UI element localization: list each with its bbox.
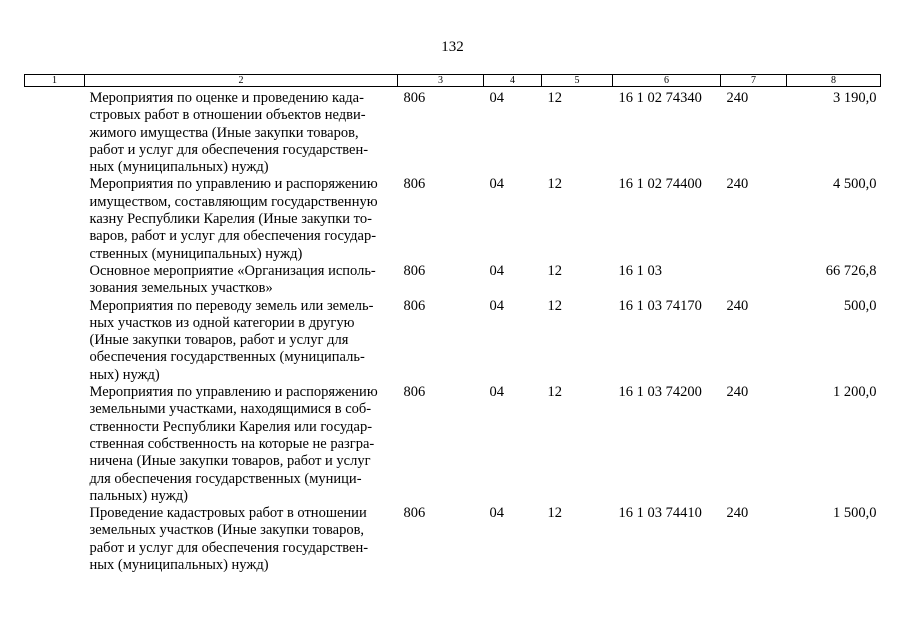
amount-cell: 1 200,0 [833,384,877,401]
row-index-cell [25,87,85,177]
amount-cell: 66 726,8 [825,262,877,279]
expense-name-line: Основное мероприятие «Организация исполь- [89,262,376,279]
subsection-code-cell: 12 [547,505,562,522]
ministry-code-cell: 806 [403,90,426,106]
row-index-cell [25,176,85,262]
expense-name-line: (Иные закупки товаров, работ и услуг для [89,332,349,349]
amount-cell: 500,0 [843,297,877,314]
subsection-code-cell: 12 [547,90,562,106]
expense-name-line: пальных) нужд) [89,487,188,504]
table-row [25,505,881,574]
expense-name-line: Проведение кадастровых работ в отношении [89,505,367,522]
target-article-cell: 16 1 03 74410 [618,505,702,522]
expense-name-cell [85,176,398,262]
table-row [25,87,881,177]
ministry-code-cell: 806 [403,262,426,279]
expense-type-cell: 240 [726,384,749,401]
expense-name-line: земельными участками, находящимися в соб- [89,401,372,418]
column-header-2: 2 [85,75,398,87]
expense-name-cell [85,87,398,177]
expense-type-cell [721,263,787,298]
expense-name-line: Мероприятия по переводу земель или земель- [89,297,374,314]
expense-name-line: ственных (муниципальных) нужд) [89,245,303,262]
ministry-code-cell: 806 [403,176,426,193]
budget-table [24,74,881,574]
subsection-code-cell: 12 [547,262,562,279]
amount-cell: 4 500,0 [833,176,877,193]
expense-name-line: варов, работ и услуг для обеспечения государ- [89,228,377,245]
expense-name-line: работ и услуг для обеспечения государствен- [89,539,369,556]
table-row [25,263,881,298]
expense-name-line: ных (муниципальных) нужд) [89,159,269,176]
column-header-6: 6 [613,75,721,87]
section-code-cell: 04 [489,297,504,314]
section-code-cell: 04 [489,90,504,106]
section-code-cell: 04 [489,176,504,193]
column-header-1: 1 [25,75,85,87]
expense-type-cell: 240 [726,176,749,193]
amount-cell: 3 190,0 [833,90,877,106]
expense-name-line: стровых работ в отношении объектов недви- [89,107,366,124]
target-article-cell: 16 1 03 74200 [618,384,702,401]
row-index-cell [25,505,85,574]
expense-name-line: зования земельных участков» [89,280,273,297]
column-header-5: 5 [542,75,613,87]
page-number: 132 [441,39,464,55]
table-row [25,384,881,505]
subsection-code-cell: 12 [547,384,562,401]
expense-name-line: казну Республики Карелия (Иные закупки то- [89,211,372,228]
expense-name-line: ных (муниципальных) нужд) [89,557,269,574]
target-article-cell: 16 1 03 [618,262,662,279]
expense-name-line: ственности Республики Карелия или государ- [89,418,373,435]
table-header [25,75,881,87]
column-header-8: 8 [787,75,881,87]
row-index-cell [25,384,85,505]
column-header-4: 4 [484,75,542,87]
expense-name-line: жимого имущества (Иные закупки товаров, [89,124,359,141]
ministry-code-cell: 806 [403,297,426,314]
amount-cell: 1 500,0 [833,505,877,522]
expense-name-line: обеспечения государственных (муниципаль- [89,349,365,366]
expense-name-line: ственная собственность на которые не разгра- [89,435,375,452]
ministry-code-cell: 806 [403,384,426,401]
expense-name-line: работ и услуг для обеспечения государствен- [89,141,369,158]
expense-name-cell [85,298,398,384]
expense-name-line: ных) нужд) [89,366,160,383]
target-article-cell: 16 1 02 74340 [618,90,702,106]
section-code-cell: 04 [489,384,504,401]
row-index-cell [25,298,85,384]
expense-name-cell [85,505,398,574]
expense-type-cell: 240 [726,505,749,522]
column-number-row [25,75,881,87]
table-body [25,87,881,575]
ministry-code-cell: 806 [403,505,426,522]
subsection-code-cell: 12 [547,176,562,193]
expense-name-line: имуществом, составляющим государственную [89,193,378,210]
target-article-cell: 16 1 03 74170 [618,297,702,314]
row-index-cell [25,263,85,298]
subsection-code-cell: 12 [547,297,562,314]
expense-name-cell [85,263,398,298]
column-header-7: 7 [721,75,787,87]
expense-name-line: земельных участков (Иные закупки товаров, [89,522,365,539]
table-row [25,176,881,262]
expense-type-cell: 240 [726,90,749,106]
expense-name-cell [85,384,398,505]
expense-type-cell: 240 [726,297,749,314]
target-article-cell: 16 1 02 74400 [618,176,702,193]
table-row [25,298,881,384]
section-code-cell: 04 [489,505,504,522]
column-header-3: 3 [398,75,484,87]
section-code-cell: 04 [489,262,504,279]
expense-name-line: для обеспечения государственных (муници- [89,470,362,487]
expense-name-line: Мероприятия по управлению и распоряжению [89,176,378,193]
expense-name-line: ничена (Иные закупки товаров, работ и услуг [89,453,371,470]
expense-name-line: ных участков из одной категории в другую [89,314,355,331]
expense-name-line: Мероприятия по управлению и распоряжению [89,384,378,401]
expense-name-line: Мероприятия по оценке и проведению када- [89,90,364,106]
